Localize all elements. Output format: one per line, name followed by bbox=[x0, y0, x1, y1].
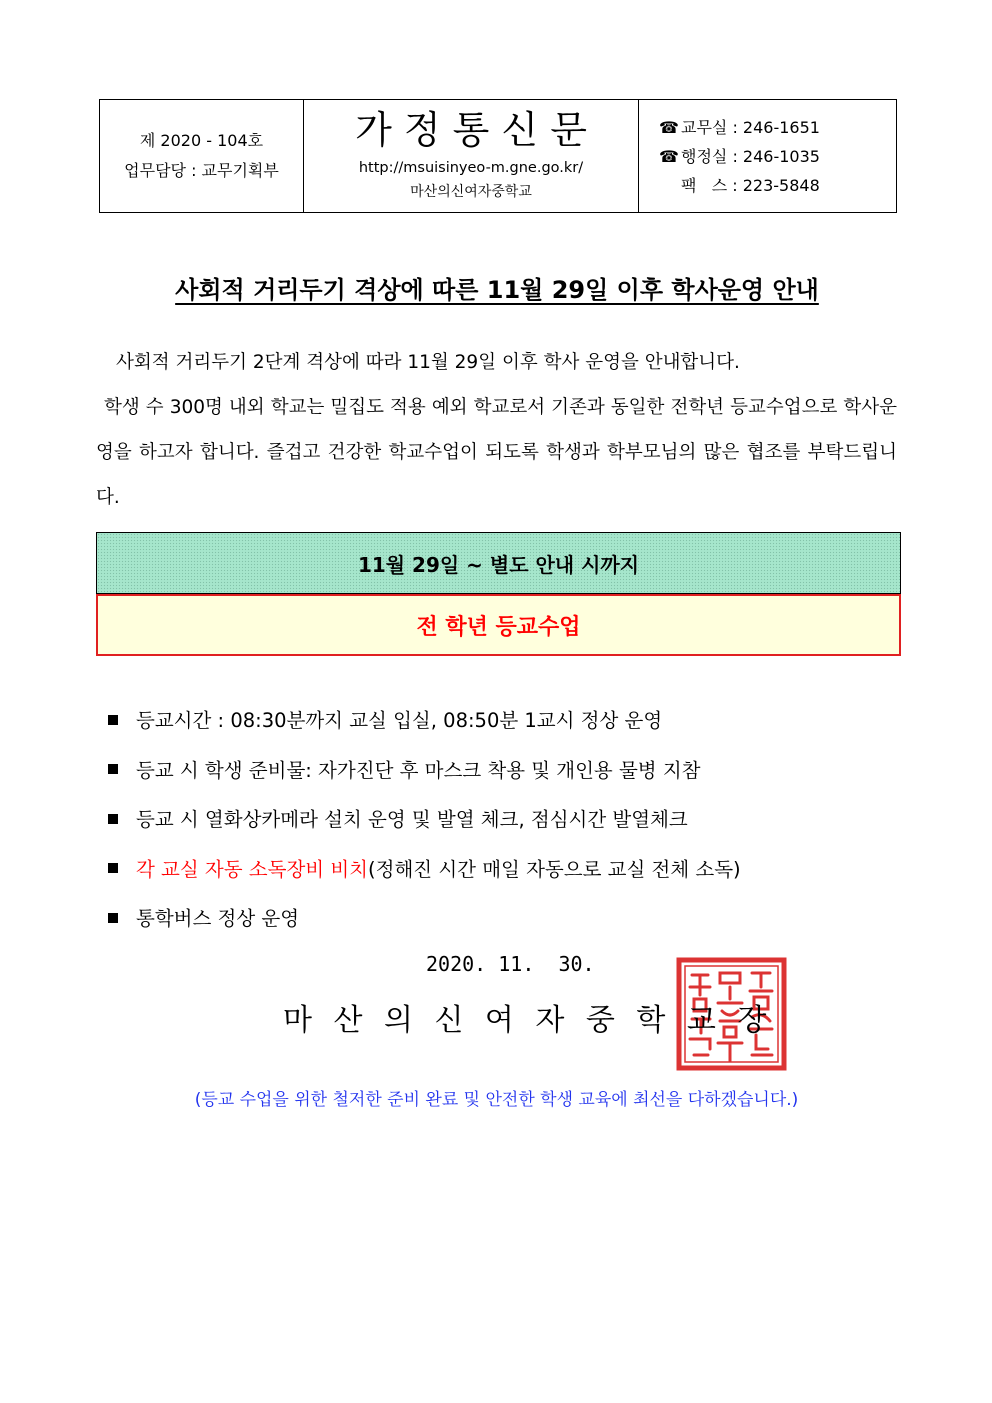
body-paragraph: 학생 수 300명 내외 학교는 밀집도 적용 예외 학교로서 기존과 동일한 전학년 등교수업으로 학사운영을 하고자 합니다. 즐겁고 건강한 학교수업이 되도록 학생과 학부모님의 많은 협조를 부탁드립니다. bbox=[96, 397, 897, 508]
square-bullet-icon bbox=[108, 814, 118, 824]
contact-text: 팩 스 : 223-5848 bbox=[681, 175, 820, 195]
list-item bbox=[108, 750, 908, 800]
school-name: 마산의신여자중학교 bbox=[410, 184, 532, 200]
list-item bbox=[108, 799, 908, 849]
list-item bbox=[108, 700, 908, 750]
list-item-text: 등교시간 : 08:30분까지 교실 입실, 08:50분 1교시 정상 운영 bbox=[136, 709, 663, 732]
school-url: http://msuisinyeo-m.gne.go.kr/ bbox=[358, 160, 584, 176]
list-item-text: 등교 시 열화상카메라 설치 운영 및 발열 체크, 점심시간 발열체크 bbox=[136, 808, 688, 831]
list-item bbox=[108, 849, 908, 899]
square-bullet-icon bbox=[108, 715, 118, 725]
telephone-icon: ☎ bbox=[659, 117, 679, 137]
schedule-period: 11월 29일 ~ 별도 안내 시까지 bbox=[96, 532, 901, 594]
newsletter-header bbox=[99, 99, 897, 213]
document-title: 사회적 거리두기 격상에 따른 11월 29일 이후 학사운영 안내 bbox=[175, 276, 819, 304]
contact-text: 행정실 : 246-1035 bbox=[681, 146, 820, 166]
list-item-text: (정해진 시간 매일 자동으로 교실 전체 소독) bbox=[368, 857, 741, 881]
telephone-icon: ☎ bbox=[659, 146, 679, 166]
square-bullet-icon bbox=[108, 913, 118, 923]
list-item bbox=[108, 898, 908, 948]
contact-line bbox=[659, 142, 896, 171]
list-item-text: 등교 시 학생 준비물: 자가진단 후 마스크 착용 및 개인용 물병 지참 bbox=[136, 758, 701, 782]
list-item-highlight: 각 교실 자동 소독장비 비치 bbox=[136, 857, 369, 881]
schedule-mode: 전 학년 등교수업 bbox=[96, 594, 901, 656]
square-bullet-icon bbox=[108, 863, 118, 873]
contact-line bbox=[659, 171, 896, 200]
list-item-text: 통학버스 정상 운영 bbox=[136, 907, 300, 930]
header-issue-cell bbox=[100, 100, 304, 212]
header-contacts-cell bbox=[639, 100, 896, 212]
newsletter-title: 가 정 통 신 문 bbox=[355, 108, 587, 152]
issue-date: 2020. 11. 30. bbox=[426, 952, 595, 976]
issue-number: 제 2020 - 104호 bbox=[139, 131, 264, 150]
department: 업무담당 : 교무기획부 bbox=[124, 161, 279, 180]
square-bullet-icon bbox=[108, 764, 118, 774]
header-title-cell bbox=[304, 100, 639, 212]
guideline-list bbox=[108, 700, 908, 948]
closing-note: (등교 수업을 위한 철저한 준비 완료 및 안전한 학생 교육에 최선을 다하겠습니다.) bbox=[194, 1090, 799, 1110]
contact-text: 교무실 : 246-1651 bbox=[681, 117, 820, 137]
contact-line bbox=[659, 113, 896, 142]
intro-paragraph: 사회적 거리두기 2단계 격상에 따라 11월 29일 이후 학사 운영을 안내합니다. bbox=[116, 352, 740, 373]
principal-signature: 마산의신여자중학교장 bbox=[283, 1003, 788, 1038]
